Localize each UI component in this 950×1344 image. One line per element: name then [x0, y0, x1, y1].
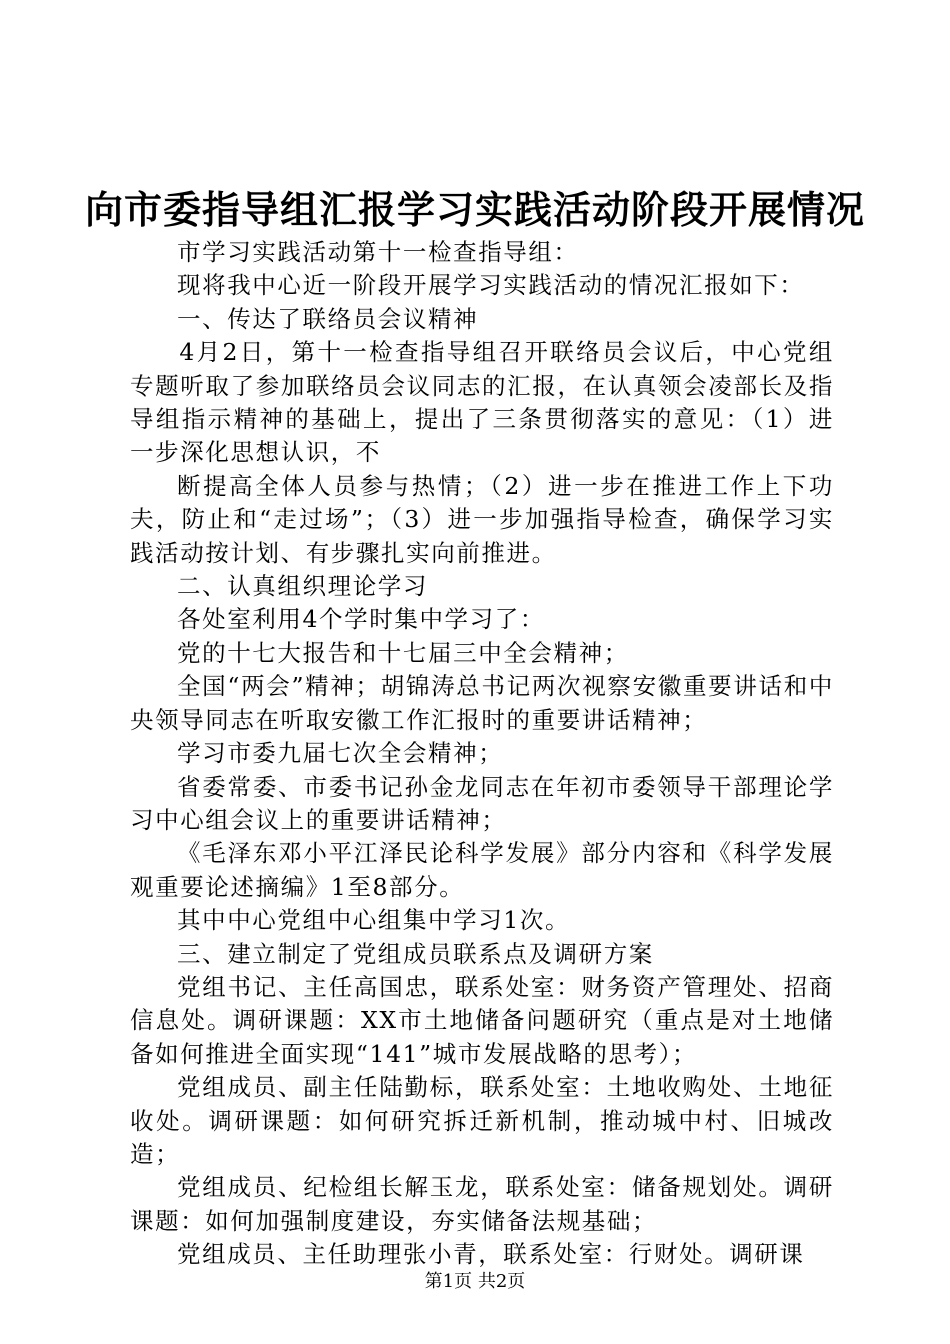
- page-number-footer: 第1页 共2页: [424, 1271, 526, 1292]
- list-item: 党的十七大报告和十七届三中全会精神；: [177, 638, 629, 667]
- list-item: 《毛泽东邓小平江泽民论科学发展》部分内容和《科学发展观重要论述摘编》1至8部分。: [130, 839, 834, 901]
- paragraph: 党组成员、纪检组长解玉龙，联系处室：储备规划处。调研课题：如何加强制度建设，夯实储备法规基础；: [130, 1173, 834, 1235]
- paragraph: 党组成员、主任助理张小青，联系处室：行财处。调研课: [177, 1240, 805, 1269]
- document-title: 向市委指导组汇报学习实践活动阶段开展情况: [84, 187, 865, 232]
- paragraph: 4月2日，第十一检查指导组召开联络员会议后，中心党组专题听取了参加联络员会议同志的汇报，在认真领会凌部长及指导组指示精神的基础上，提出了三条贯彻落实的意见：（1）进一步深化思想认识，不: [130, 338, 834, 467]
- paragraph: 党组成员、副主任陆勤标，联系处室：土地收购处、土地征收处。调研课题：如何研究拆迁新机制，推动城中村、旧城改造；: [130, 1073, 834, 1168]
- list-item: 学习市委九届七次全会精神；: [177, 739, 504, 768]
- paragraph: 党组书记、主任高国忠，联系处室：财务资产管理处、招商信息处。调研课题：XX市土地储备问题研究（重点是对土地储备如何推进全面实现“141”城市发展战略的思考）；: [130, 972, 834, 1068]
- document-body: [130, 236, 834, 1272]
- section-heading: 二、认真组织理论学习: [177, 572, 428, 601]
- list-item: 全国“两会”精神；胡锦涛总书记两次视察安徽重要讲话和中央领导同志在听取安徽工作汇报时的重要讲话精神；: [130, 672, 834, 734]
- paragraph: 现将我中心近一阶段开展学习实践活动的情况汇报如下：: [177, 271, 805, 300]
- list-item: 省委常委、市委书记孙金龙同志在年初市委领导干部理论学习中心组会议上的重要讲话精神；: [130, 772, 834, 834]
- paragraph: 断提高全体人员参与热情；（2）进一步在推进工作上下功夫，防止和“走过场”；（3）进一步加强指导检查，确保学习实践活动按计划、有步骤扎实向前推进。: [130, 471, 834, 567]
- section-heading: 一、传达了联络员会议精神: [177, 304, 479, 333]
- paragraph: 其中中心党组中心组集中学习1次。: [177, 906, 571, 935]
- section-heading: 三、建立制定了党组成员联系点及调研方案: [177, 939, 654, 968]
- paragraph: 各处室利用4个学时集中学习了：: [177, 605, 545, 634]
- salutation: 市学习实践活动第十一检查指导组：: [177, 238, 579, 266]
